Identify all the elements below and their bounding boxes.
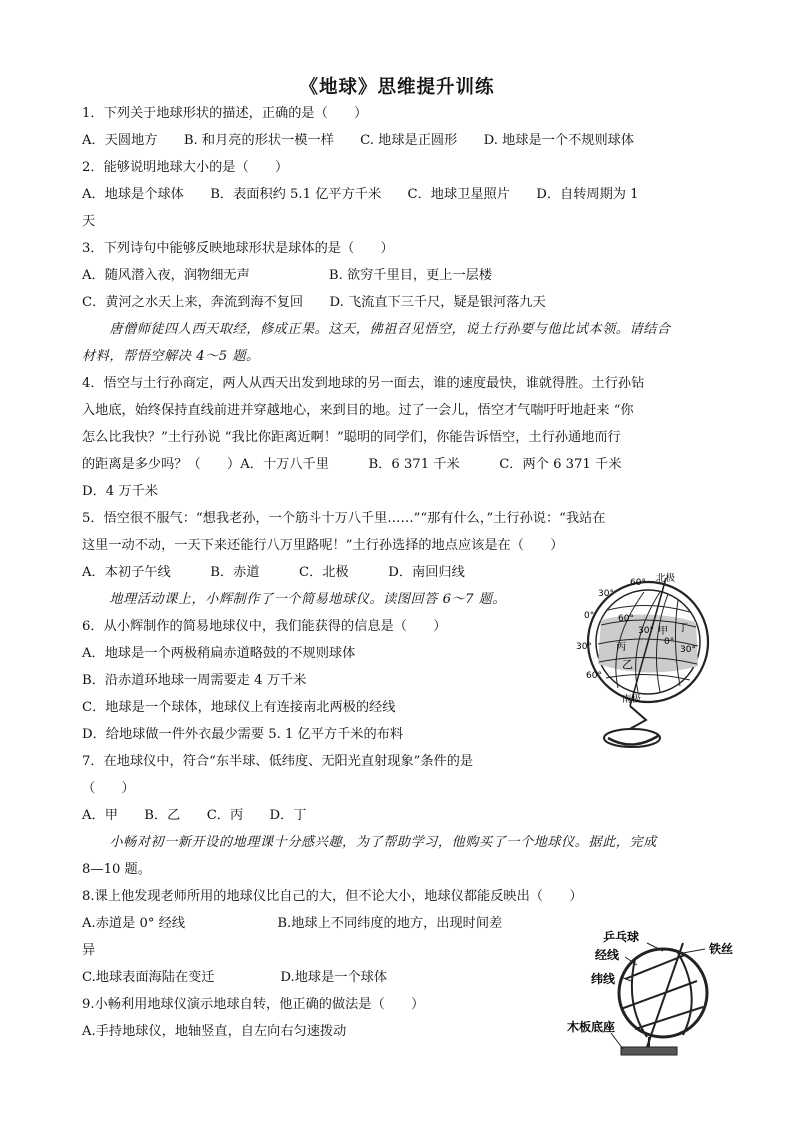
q4-stem: 4．悟空与土行孙商定，两人从西天出发到地球的另一面去，谁的速度最快，谁就得胜。土行孙钻: [82, 376, 645, 391]
q2-options-cont: 天: [82, 214, 96, 229]
q1-options: A．天圆地方 B. 和月亮的形状一模一样 C. 地球是正圆形 D. 地球是一个不规则球体: [82, 133, 635, 148]
passage-6-7: 地理活动课上，小辉制作了一个简易地球仪。读图回答 6～7 题。: [82, 592, 507, 607]
lat-label: 0°: [584, 611, 595, 621]
label-meridian: 经线: [595, 948, 620, 962]
globe-figure: [568, 570, 718, 760]
q1-stem: 1．下列关于地球形状的描述，正确的是（ ）: [82, 106, 368, 121]
label-pingpong: 乒乓球: [603, 930, 640, 944]
q5-stem: 5．悟空很不服气：“想我老孙，一个筋斗十万八千里……”“那有什么，”土行孙说：“我站在: [82, 511, 606, 526]
lat-label: 60°: [618, 614, 634, 624]
label-parallel: 纬线: [591, 972, 616, 986]
q6-option-d: D．给地球做一件外衣最少需要 5. 1 亿平方千米的布料: [82, 727, 404, 742]
lat-label: 30°: [680, 645, 696, 655]
passage-4-5: 唐僧师徒四人西天取经，修成正果。这天，佛祖召见悟空，说土行孙要与他比试本领。请结合: [82, 322, 671, 337]
label-base: 木板底座: [567, 1020, 616, 1034]
q6-option-a: A．地球是一个两极稍扁赤道略鼓的不规则球体: [82, 646, 356, 661]
q2-options: A．地球是个球体 B．表面积约 5.1 亿平方千米 C．地球卫星照片 D．自转周期为 1: [82, 187, 639, 202]
q4-stem-3: 怎么比我快？”土行孙说 “我比你距离近啊！”聪明的同学们，你能告诉悟空，土行孙通地而行: [82, 430, 621, 445]
pingpong-globe-figure: [565, 925, 775, 1065]
passage-8-10: 小畅对初一新开设的地理课十分感兴趣，为了帮助学习，他购买了一个地球仪。据此，完成: [82, 835, 657, 850]
passage-4-5-cont: 材料，帮悟空解决 4～5 题。: [82, 349, 260, 364]
lat-label: 30°: [598, 589, 614, 599]
q7-options: A．甲 B．乙 C．丙 D．丁: [82, 808, 307, 823]
q9-stem: 9.小畅利用地球仪演示地球自转，他正确的做法是（ ）: [82, 997, 425, 1012]
q6-option-b: B．沿赤道环地球一周需要走 4 万千米: [82, 673, 307, 688]
q4-option-d: D．4 万千米: [82, 484, 158, 499]
q6-stem: 6．从小辉制作的简易地球仪中，我们能获得的信息是（ ）: [82, 619, 447, 634]
q3-stem: 3．下列诗句中能够反映地球形状是球体的是（ ）: [82, 241, 394, 256]
q7-bracket: （ ）: [82, 781, 135, 796]
q8-options-cd: C.地球表面海陆在变迁 D.地球是一个球体: [82, 970, 388, 985]
point-ding: 丁: [678, 623, 688, 634]
q6-option-c: C．地球是一个球体，地球仪上有连接南北两极的经线: [82, 700, 396, 715]
q8-options-ab-cont: 异: [82, 943, 96, 958]
q4-stem-2: 入地底，始终保持直线前进并穿越地心，来到目的地。过了一会儿，悟空才气喘吁吁地赶来 “你: [82, 403, 634, 418]
lat-label: 30°: [576, 642, 592, 652]
q5-stem-2: 这里一动不动，一天下来还能行八万里路呢！”土行孙选择的地点应该是在（ ）: [82, 538, 564, 553]
q8-stem: 8.课上他发现老师所用的地球仪比自己的大，但不论大小，地球仪都能反映出（ ）: [82, 889, 583, 904]
page-title: 《地球》思维提升训练: [299, 77, 495, 98]
point-yi: 乙: [622, 658, 633, 671]
south-pole-label: 南极: [622, 694, 642, 705]
point-jia: 甲: [658, 626, 668, 637]
q4-options: 的距离是多少吗？（ ）A．十万八千里 B．6 371 千米 C．两个 6 371 千米: [82, 457, 622, 472]
q5-options: A．本初子午线 B．赤道 C．北极 D．南回归线: [82, 565, 465, 580]
north-pole-label: 北极: [656, 573, 676, 584]
q9-option-a: A.手持地球仪，地轴竖直，自左向右匀速拨动: [82, 1024, 347, 1039]
lon-label: 0°: [664, 637, 675, 647]
lat-label: 60°: [586, 671, 602, 681]
q2-stem: 2．能够说明地球大小的是（ ）: [82, 160, 289, 175]
lon-label: 30°: [638, 626, 654, 636]
q8-options-ab: A.赤道是 0° 经线 B.地球上不同纬度的地方，出现时间差: [82, 916, 503, 931]
q7-stem: 7．在地球仪中，符合“东半球、低纬度、无阳光直射现象”条件的是: [82, 754, 474, 769]
q3-options-cd: C．黄河之水天上来，奔流到海不复回 D. 飞流直下三千尺，疑是银河落九天: [82, 295, 546, 310]
q3-options-ab: A．随风潜入夜，润物细无声 B. 欲穷千里目，更上一层楼: [82, 268, 493, 283]
passage-8-10-cont: 8—10 题。: [82, 862, 151, 877]
lat-label: 60°: [630, 578, 646, 588]
label-wire: 铁丝: [709, 942, 734, 956]
point-bing: 丙: [616, 642, 626, 653]
